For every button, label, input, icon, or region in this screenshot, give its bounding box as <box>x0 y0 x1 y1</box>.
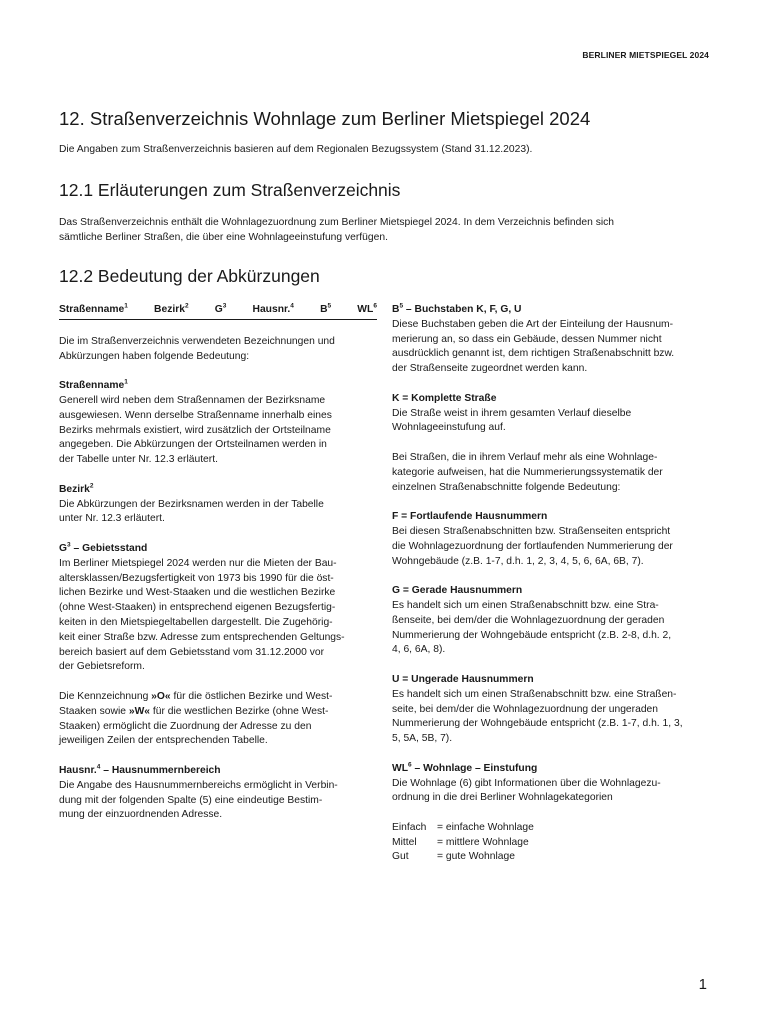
text-line: Das Straßenverzeichnis enthält die Wohnlagezuordnung zum Berliner Mietspiegel 2024. In dem Verzeichnis befinden sich <box>59 217 615 228</box>
section-heading-12-2: 12.2 Bedeutung der Abkürzungen <box>59 266 320 286</box>
mehrere-kategorien-paragraph: Bei Straßen, die in ihrem Verlauf mehr als eine Wohnlage- kategorie aufweisen, hat die Nummerierungssystematik der einzelnen Straßenabschnitte folgende Bedeutung: <box>392 451 663 493</box>
definition-title: $B^5$ – Buchstaben K, F, G, U <box>392 302 522 315</box>
running-header: BERLINER MIETSPIEGEL 2024 <box>582 50 709 60</box>
text-line: sämtliche Berliner Straßen, die über eine Wohnlageeinstufung verfügen. <box>59 232 388 243</box>
definition-title: Hausnr.$^4$ – Hausnummernbereich <box>59 763 221 776</box>
wohnlage-category-list <box>392 821 722 865</box>
left-column <box>59 303 377 838</box>
definition-title: $G^3$ – Gebietsstand <box>59 541 148 554</box>
definition-title: $WL^6$ – Wohnlage – Einstufung <box>392 761 538 774</box>
section-12-1-text <box>59 215 719 245</box>
column-label-strassenname: Straßenname$^1$ <box>59 302 128 315</box>
definition-buchstaben: $B^5$ – Buchstaben K, F, G, U Diese Buchstaben geben die Art der Einteilung der Hausnum- merierung an, so dass ein Gebäude, dessen Nummer nicht ausdrücklich genannt ist, dem richtigen Straßenabschnitt bzw. der Straßenseite zugeordnet werden kann. <box>392 302 675 375</box>
intro-text: Die Angaben zum Straßenverzeichnis basieren auf dem Regionalen Bezugssystem (Stand 31.12.2023). <box>59 144 533 155</box>
wohnlage-term: Gut <box>392 851 409 863</box>
section-heading-12-1: 12.1 Erläuterungen zum Straßenverzeichnis <box>59 180 401 200</box>
kennzeichnung-paragraph: Die Kennzeichnung »O« für die östlichen Bezirke und West- Staaken sowie »W« für die westlichen Bezirke (ohne West- Staaken) ermöglicht die Zuordnung der Adresse zu den jeweiligen Zeilen der entsprechenden Tabelle. <box>59 690 333 747</box>
definition-hausnummernbereich: Hausnr.$^4$ – Hausnummernbereich Die Angabe des Hausnummernbereichs ermöglicht in Verbin- dung mit der folgenden Spalte (5) eine eindeutige Bestim- mung der einzuordnenden Adresse. <box>59 763 338 821</box>
column-header-row <box>59 303 377 320</box>
definition-gebietsstand: $G^3$ – Gebietsstand Im Berliner Mietspiegel 2024 werden nur die Mieten der Bau- altersklassen/Bezugsfertigkeit von 1973 bis 1990 für die öst- lichen Bezirke und West-Staaken und die westlichen Bezirke (ohne West-Staaken) in entsprechend eigenen Bezugsfertig- keiten in den Mietspiegeltabellen dargestellt. Die Zugehörig- keit einer Straße bzw. Adresse zum entsprechenden Geltungs- bereich basiert auf dem Gebietsstand vom 31.12.2000 vor der Gebietsreform. <box>59 541 345 673</box>
column-label-b: $B^5$ <box>320 302 332 315</box>
column-label-hausnr: Hausnr.$^4$ <box>252 302 294 315</box>
definition-strassenname: Straßenname$^1$ Generell wird neben dem Straßennamen der Bezirksname ausgewiesen. Wenn derselbe Straßenname innerhalb eines Bezirks mehrmals existiert, wird zusätzlich der Ortsteilname angegeben. Die Abkürzungen der Ortsteilnamen werden in der Tabelle unter Nr. 12.3 erläutert. <box>59 378 332 466</box>
column-label-bezirk: Bezirk$^2$ <box>154 302 189 315</box>
definition-title: Straßenname$^1$ <box>59 378 128 392</box>
abbreviations-intro: Die im Straßenverzeichnis verwendeten Bezeichnungen und Abkürzungen haben folgende Bedeutung: <box>59 335 335 362</box>
definition-title: U = Ungerade Hausnummern <box>392 673 534 685</box>
wohnlage-term: Mittel <box>392 836 417 848</box>
definition-ungerade: U = Ungerade Hausnummern Es handelt sich um einen Straßenabschnitt bzw. eine Straßen- seite, bei dem/der die Wohnlagezuordnung der ungeraden Nummerierung der Wohngebäude entspricht (z.B. 1-7, d.h. 1, 3, 5, 5A, 5B, 7). <box>392 673 683 745</box>
definition-gerade: G = Gerade Hausnummern Es handelt sich um einen Straßenabschnitt bzw. eine Stra- ßenseite, bei dem/der die Wohnlagezuordnung der geraden Nummerierung der Wohngebäude entspricht (z.B. 2-8, d.h. 2, 4, 6, 6A, 8). <box>392 585 672 656</box>
definition-wohnlage: $WL^6$ – Wohnlage – Einstufung Die Wohnlage (6) gibt Informationen über die Wohnlagezu- ordnung in die drei Berliner Wohnlagekategorien <box>392 761 661 804</box>
definition-title: Bezirk$^2$ <box>59 482 94 495</box>
definition-title: G = Gerade Hausnummern <box>392 585 523 597</box>
page-number: 1 <box>698 976 707 993</box>
definition-komplett: K = Komplette Straße Die Straße weist in ihrem gesamten Verlauf dieselbe Wohnlageeinstufung auf. <box>392 392 632 434</box>
wohnlage-term: Einfach <box>392 821 427 833</box>
column-label-wl: $WL^6$ <box>357 302 377 315</box>
wohnlage-definition: = mittlere Wohnlage <box>437 836 529 848</box>
right-column <box>392 303 722 865</box>
wohnlage-definition: = gute Wohnlage <box>437 851 515 863</box>
definition-bezirk: Bezirk$^2$ Die Abkürzungen der Bezirksnamen werden in der Tabelle unter Nr. 12.3 erläutert. <box>59 482 324 525</box>
definition-title: F = Fortlaufende Hausnummern <box>392 511 548 523</box>
definition-title: K = Komplette Straße <box>392 392 497 404</box>
definition-fortlaufend: F = Fortlaufende Hausnummern Bei diesen Straßenabschnitten bzw. Straßenseiten entspricht die Wohnlagezuordnung der fortlaufenden Nummerierung der Wohngebäude (z.B. 1-7, d.h. 1, 2, 3, 4, 5, 6, 6A, 6B, 7). <box>392 511 673 567</box>
wohnlage-definition: = einfache Wohnlage <box>437 821 534 833</box>
column-label-g: $G^3$ <box>214 302 227 315</box>
page-title: 12. Straßenverzeichnis Wohnlage zum Berliner Mietspiegel 2024 <box>59 108 591 129</box>
